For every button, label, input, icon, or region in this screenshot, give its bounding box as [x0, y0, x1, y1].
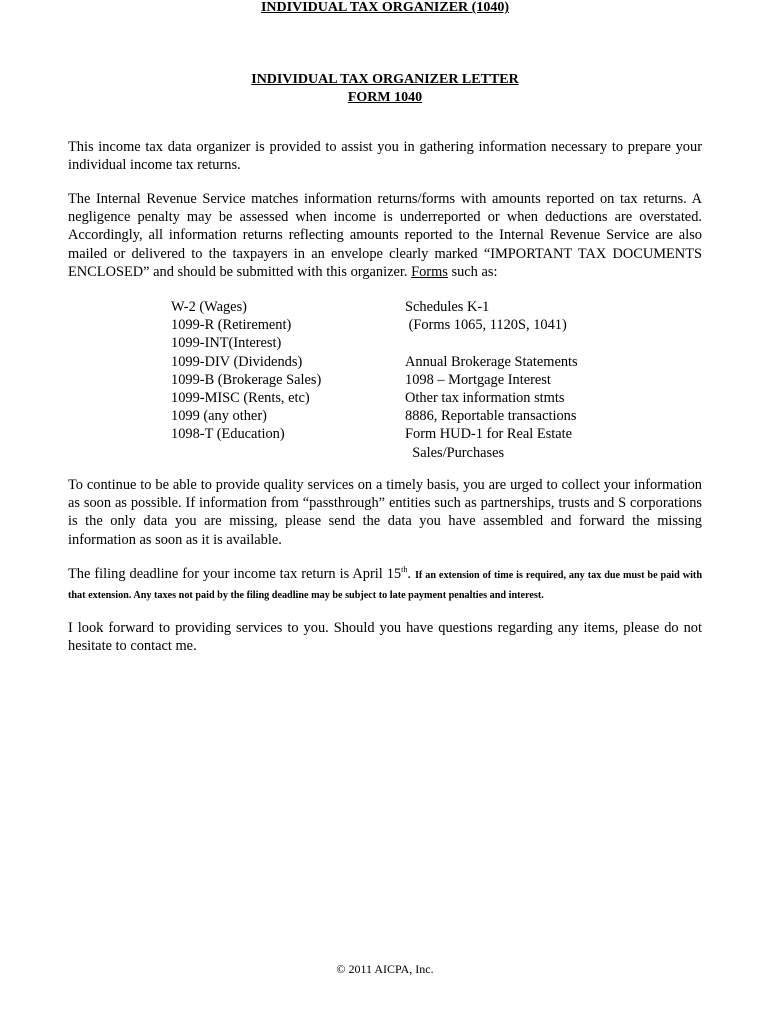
deadline-period: .	[407, 566, 411, 582]
form-item: 1099-R (Retirement)	[171, 317, 292, 334]
form-item: (Forms 1065, 1120S, 1041)	[405, 317, 567, 334]
letter-heading	[0, 71, 770, 107]
form-item: Other tax information stmts	[405, 389, 565, 406]
form-item: Form HUD-1 for Real Estate	[405, 426, 573, 443]
letter-title-line2: FORM 1040	[347, 90, 423, 105]
letter-title-line1: INDIVIDUAL TAX ORGANIZER LETTER	[251, 72, 519, 87]
irs-paragraph-text: The Internal Revenue Service matches information returns/forms with amounts reported on tax returns. A negligence penalty may be assessed when income is underreported or when deductions are overstated. Accordingly, all information returns reflecting amounts reported to the Internal Revenue Service are also mailed or delivered to the taxpayers in an envelope clearly marked “IMPORTANT TAX DOCUMENTS ENCLOSED” and should be submitted with this organizer.	[68, 191, 702, 280]
form-item-blank	[405, 334, 635, 352]
form-item: Schedules K-1	[405, 299, 490, 315]
form-item: 1099-MISC (Rents, etc)	[171, 389, 310, 406]
forms-column-left	[171, 298, 391, 444]
form-item: 1099-DIV (Dividends)	[171, 353, 303, 370]
deadline-text: The filing deadline for your income tax return is April 15	[68, 566, 402, 582]
ordinal-suffix: th	[401, 565, 408, 575]
form-item: 1099-INT(Interest)	[171, 335, 282, 352]
page-title: INDIVIDUAL TAX ORGANIZER (1040)	[260, 0, 509, 15]
form-item: 1099 (any other)	[171, 408, 267, 425]
form-item: Sales/Purchases	[405, 444, 505, 461]
form-item: 1098 – Mortgage Interest	[405, 371, 551, 388]
intro-paragraph: This income tax data organizer is provided to assist you in gathering information necessary to prepare your individual income tax returns.	[68, 139, 702, 174]
extension-notice: If an extension of time is required, any tax due must be paid with that extension. Any taxes not paid by the filing deadline may be subject to late payment penalties and interest.	[68, 570, 702, 602]
copyright-footer: © 2011 AICPA, Inc.	[336, 962, 434, 976]
form-item: Annual Brokerage Statements	[405, 353, 578, 370]
forms-link[interactable]: Forms	[411, 263, 448, 280]
irs-paragraph-tail: such as:	[451, 263, 498, 280]
timely-basis-paragraph: To continue to be able to provide quality services on a timely basis, you are urged to collect your information as soon as possible. If information from “passthrough” entities such as partnerships, trusts and S corporations is the only data you are missing, please send the data you have assembled and forward the missing information as soon as it is available.	[68, 477, 702, 548]
form-item: 1098-T (Education)	[171, 426, 285, 443]
irs-matching-paragraph	[68, 190, 702, 281]
forms-column-right	[405, 298, 635, 462]
form-item: 1099-B (Brokerage Sales)	[171, 371, 322, 388]
closing-paragraph: I look forward to providing services to you. Should you have questions regarding any items, please do not hesitate to contact me.	[68, 620, 702, 655]
form-item: 8886, Reportable transactions	[405, 408, 577, 425]
filing-deadline-paragraph	[68, 565, 702, 605]
form-item: W-2 (Wages)	[171, 299, 247, 315]
